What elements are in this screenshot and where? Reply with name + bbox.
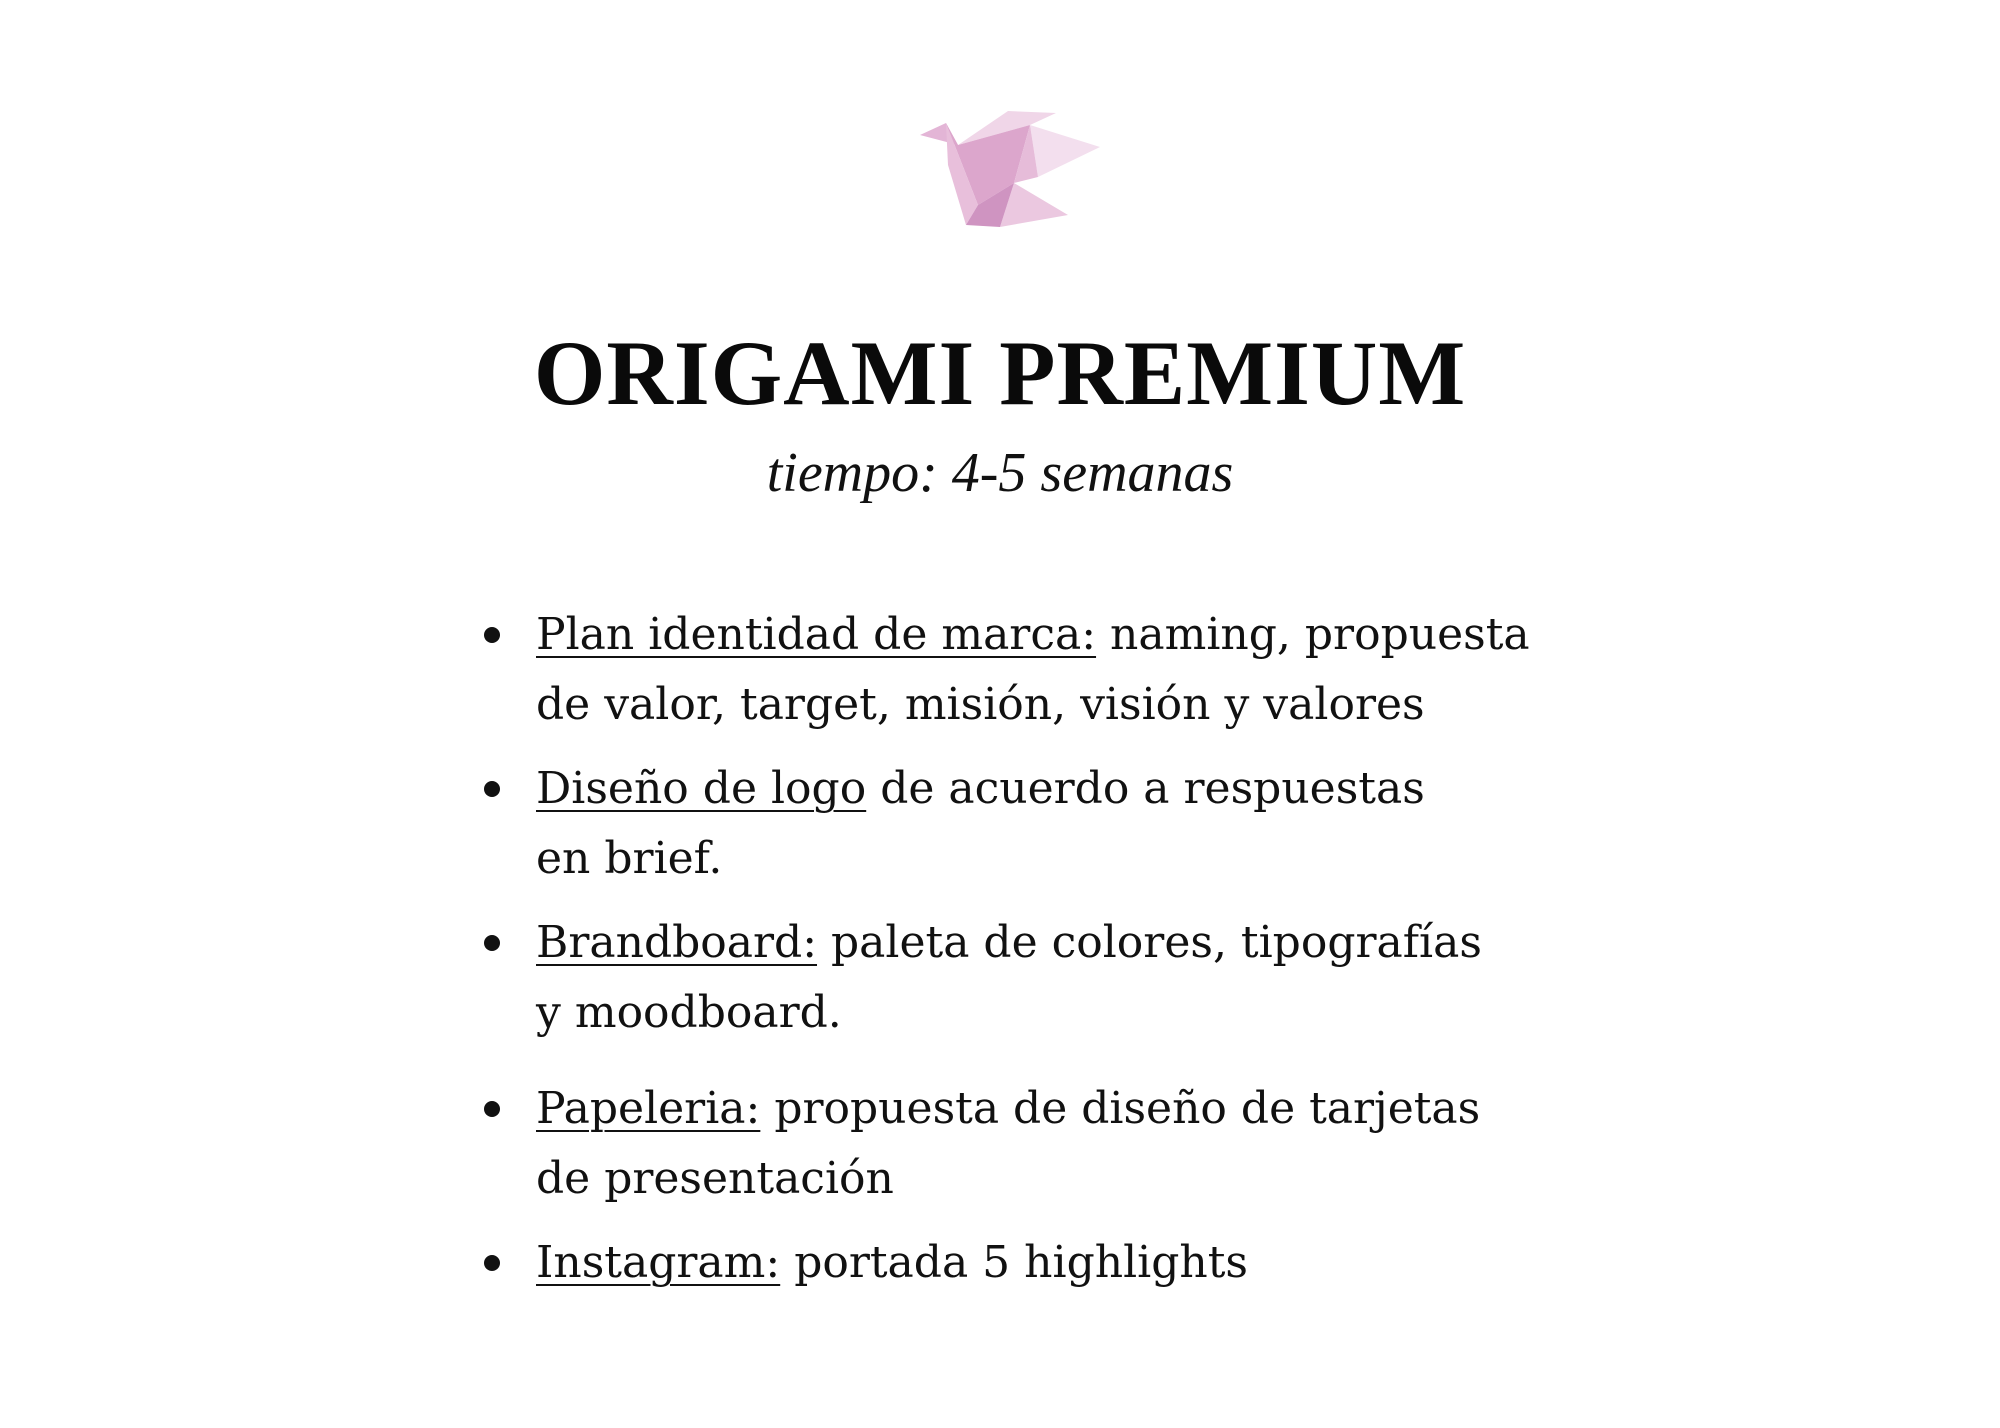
list-item (480, 1228, 1660, 1298)
list-item (480, 908, 1660, 1048)
feature-term: Plan identidad de marca: (536, 609, 1097, 660)
origami-bird-icon (918, 105, 1108, 235)
bullet-icon (484, 627, 500, 643)
bullet-icon (484, 781, 500, 797)
page-subtitle: tiempo: 4-5 semanas (766, 442, 1234, 504)
feature-list (480, 600, 1660, 1298)
feature-text: de acuerdo a respuestas (866, 763, 1425, 814)
feature-text-continued: de presentación (536, 1153, 894, 1204)
page-title: ORIGAMI PREMIUM (533, 322, 1467, 424)
list-item (480, 600, 1660, 740)
feature-text: paleta de colores, tipografías (817, 917, 1482, 968)
bullet-icon (484, 1255, 500, 1271)
bullet-icon (484, 1101, 500, 1117)
feature-text: portada 5 highlights (780, 1237, 1248, 1288)
feature-text-continued: en brief. (536, 833, 723, 884)
feature-term: Brandboard: (536, 917, 818, 968)
feature-text-continued: de valor, target, misión, visión y valores (536, 679, 1425, 730)
feature-text: naming, propuesta (1096, 609, 1530, 660)
feature-term: Diseño de logo (536, 763, 867, 814)
feature-text: propuesta de diseño de tarjetas (760, 1083, 1481, 1134)
bullet-icon (484, 935, 500, 951)
bird-wing-right (1030, 125, 1100, 177)
list-item (480, 1074, 1660, 1214)
feature-text-continued: y moodboard. (536, 987, 842, 1038)
feature-term: Papeleria: (536, 1083, 761, 1134)
feature-term: Instagram: (536, 1237, 781, 1288)
list-item (480, 754, 1660, 894)
